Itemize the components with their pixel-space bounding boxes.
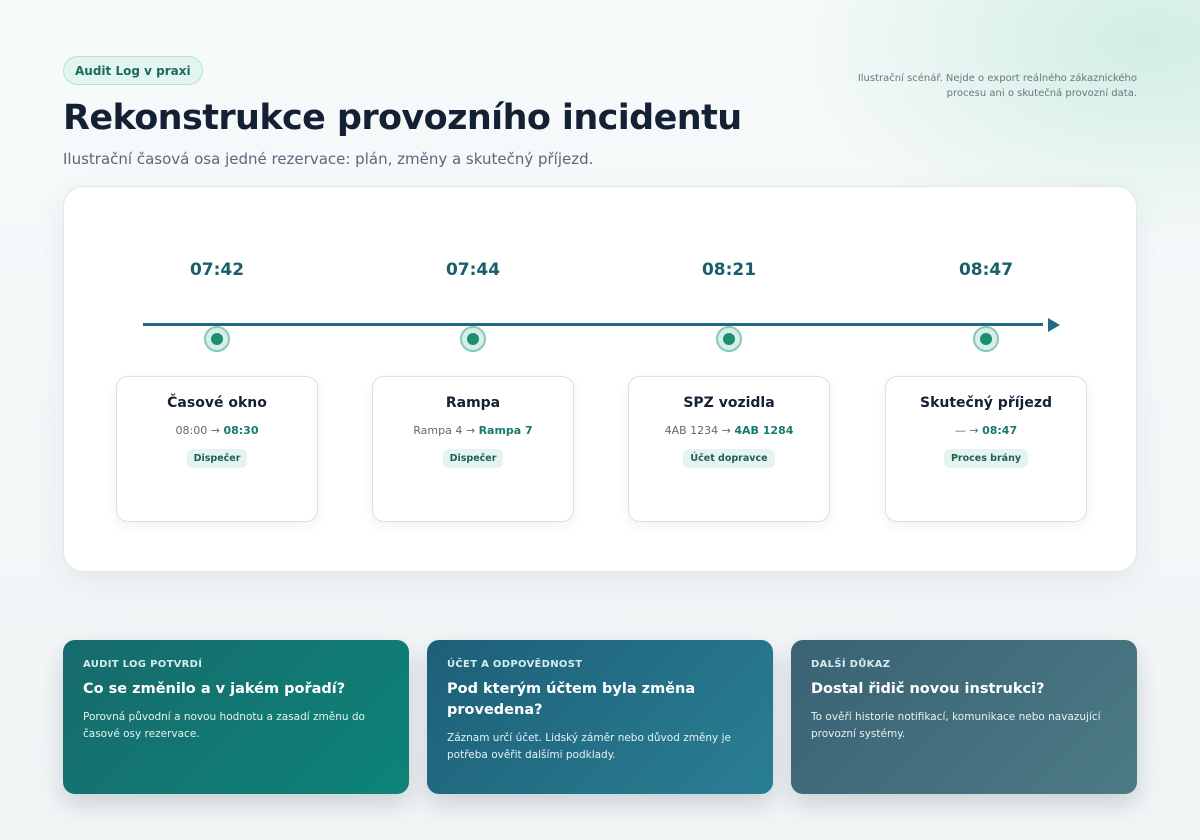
- change-arrow-icon: →: [210, 424, 220, 437]
- info-card-text: Porovná původní a novou hodnotu a zasadí změnu do časové osy rezervace.: [83, 711, 365, 740]
- timeline-axis: [143, 323, 1043, 326]
- event-card-actual-arrival[interactable]: [885, 376, 1087, 522]
- info-card-text: To ověří historie notifikací, komunikace nebo navazující provozní systémy.: [811, 711, 1101, 740]
- marker-dot-icon: [467, 333, 479, 345]
- old-value: 4AB 1234: [664, 424, 719, 437]
- old-value: —: [954, 424, 966, 437]
- marker-dot-icon: [211, 333, 223, 345]
- info-card-label: AUDIT LOG POTVRDÍ: [83, 659, 203, 670]
- info-card-text: Záznam určí účet. Lidský záměr nebo důvod změny je potřeba ověřit dalšími podklady.: [447, 732, 731, 761]
- event-card-license-plate[interactable]: [628, 376, 830, 522]
- marker-dot-icon: [980, 333, 992, 345]
- timeline-marker[interactable]: [460, 326, 486, 352]
- event-title: Skutečný příjezd: [919, 395, 1052, 411]
- info-card-further-evidence: [791, 640, 1137, 794]
- event-title: SPZ vozidla: [683, 395, 775, 411]
- event-time: 07:42: [189, 260, 245, 280]
- event-change: [373, 424, 573, 437]
- timeline-marker[interactable]: [716, 326, 742, 352]
- timeline-panel: [63, 186, 1137, 572]
- disclaimer-note: Ilustrační scénář. Nejde o export reálného zákaznického procesu ani o skutečná provozní data.: [857, 73, 1137, 99]
- old-value: 08:00: [175, 424, 208, 437]
- old-value: Rampa 4: [413, 424, 463, 437]
- new-value: 08:47: [982, 424, 1018, 437]
- timeline-marker[interactable]: [204, 326, 230, 352]
- section-badge: Audit Log v praxi: [63, 56, 203, 85]
- timeline-marker[interactable]: [973, 326, 999, 352]
- actor-badge: Dispečer: [443, 449, 504, 468]
- new-value: 4AB 1284: [734, 424, 794, 437]
- event-title: Časové okno: [167, 395, 267, 411]
- event-card-time-window[interactable]: [116, 376, 318, 522]
- event-title: Rampa: [445, 395, 501, 411]
- change-arrow-icon: →: [969, 424, 979, 437]
- info-card-label: ÚČET A ODPOVĚDNOST: [447, 659, 583, 670]
- info-card-audit-log: [63, 640, 409, 794]
- change-arrow-icon: →: [721, 424, 731, 437]
- new-value: Rampa 7: [478, 424, 533, 437]
- change-arrow-icon: →: [465, 424, 476, 437]
- info-card-label: DALŠÍ DŮKAZ: [811, 659, 891, 670]
- event-change: [629, 424, 829, 437]
- info-card-title: Dostal řidič novou instrukci?: [811, 681, 1045, 697]
- info-card-title: Co se změnilo a v jakém pořadí?: [83, 681, 346, 697]
- page-subtitle: Ilustrační časová osa jedné rezervace: plán, změny a skutečný příjezd.: [63, 150, 594, 168]
- timeline-arrow-icon: [1048, 318, 1060, 332]
- marker-dot-icon: [723, 333, 735, 345]
- event-change: [886, 424, 1086, 437]
- actor-badge: Účet dopravce: [683, 449, 774, 468]
- event-time: 08:21: [701, 260, 757, 280]
- event-time: 07:44: [445, 260, 501, 280]
- actor-badge: Dispečer: [187, 449, 248, 468]
- actor-badge: Proces brány: [944, 449, 1028, 468]
- page-title: Rekonstrukce provozního incidentu: [63, 98, 742, 138]
- event-change: [117, 424, 317, 437]
- new-value: 08:30: [223, 424, 259, 437]
- event-time: 08:47: [958, 260, 1014, 280]
- info-card-title: Pod kterým účtem byla změna provedena?: [447, 681, 696, 718]
- info-card-account: [427, 640, 773, 794]
- event-card-ramp[interactable]: [372, 376, 574, 522]
